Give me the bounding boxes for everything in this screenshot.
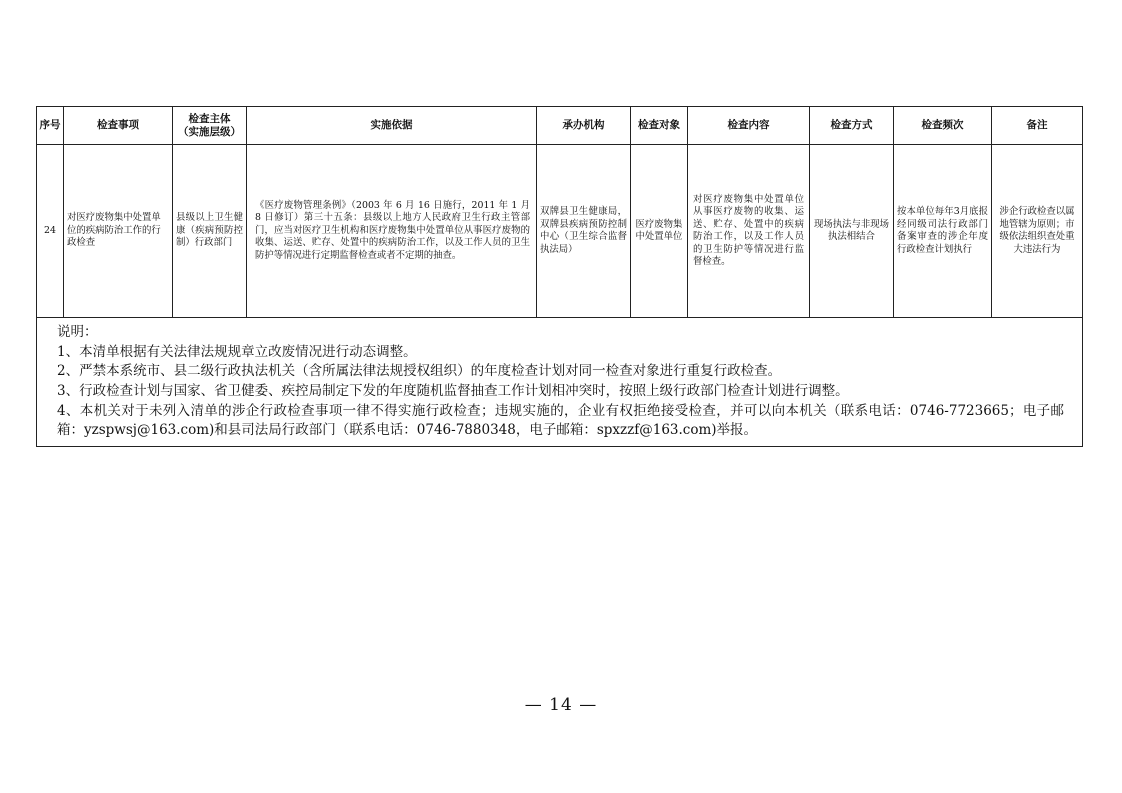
row-remark xyxy=(992,145,1083,318)
row-subject xyxy=(173,145,247,318)
row-remark-text: 涉企行政检查以属地管辖为原则；市级依法组织查处重大违法行为 xyxy=(999,206,1075,255)
row-basis-text: 《医疗废物管理条例》（2003 年 6 月 16 日施行，2011 年 1 月 8 日修订）第三十五条：县级以上地方人民政府卫生行政主管部门，应当对医疗卫生机构和医疗废物集中处置单位从事医疗废物的收集、运送、贮存、处置中的疾病防治工作，以及工作人员的卫生防护等情况进行定期监督检查或者不定期的抽查。 xyxy=(255,199,530,261)
row-agency-text: 双牌县卫生健康局，双牌县疾病预防控制中心（卫生综合监督执法局） xyxy=(540,206,627,255)
header-frequency: 检查频次 xyxy=(894,107,992,145)
header-basis: 实施依据 xyxy=(247,107,537,145)
notes-title: 说明： xyxy=(57,324,98,341)
header-remark: 备注 xyxy=(992,107,1083,145)
header-subject: 检查主体 （实施层级） xyxy=(173,107,247,145)
row-item xyxy=(64,145,173,318)
table-row xyxy=(37,145,1083,318)
row-subject-text: 县级以上卫生健康（疾病预防控制）行政部门 xyxy=(176,212,243,249)
row-item-text: 对医疗废物集中处置单位的疾病防治工作的行政检查 xyxy=(67,212,161,249)
note-item-4: 4、本机关对于未列入清单的涉企行政检查事项一律不得实施行政检查；违规实施的，企业有权拒绝接受检查，并可以向本机关（联系电话：0746-7723665；电子邮箱：yzspwsj@163.com)和县司法局行政部门（联系电话：0746-7880348，电子邮箱：spxzzf@163.com)举报。 xyxy=(57,402,1064,439)
row-method xyxy=(810,145,894,318)
header-content: 检查内容 xyxy=(688,107,810,145)
header-index: 序号 xyxy=(37,107,64,145)
notes-cell xyxy=(37,318,1083,447)
page-number: — 14 — xyxy=(524,695,598,715)
row-index: 24 xyxy=(37,145,64,318)
row-method-text: 现场执法与非现场执法相结合 xyxy=(813,218,889,242)
note-item-3: 3、行政检查计划与国家、省卫健委、疾控局制定下发的年度随机监督抽查工作计划相冲突时，按照上级行政部门检查计划进行调整。 xyxy=(57,383,849,399)
row-agency xyxy=(537,145,631,318)
notes-row xyxy=(37,318,1083,447)
header-row xyxy=(37,107,1083,145)
inspection-table xyxy=(36,106,1083,447)
row-target-text: 医疗废物集中处置单位 xyxy=(635,218,683,242)
row-frequency-text: 按本单位每年3月底报经同级司法行政部门备案审查的涉企年度行政检查计划执行 xyxy=(897,206,988,255)
note-item-2: 2、严禁本系统市、县二级行政执法机关（含所属法律法规授权组织）的年度检查计划对同一检查对象进行重复行政检查。 xyxy=(57,363,782,380)
header-agency: 承办机构 xyxy=(537,107,631,145)
row-content-text: 对医疗废物集中处置单位从事医疗废物的收集、运送、贮存、处置中的疾病防治工作，以及工作人员的卫生防护等情况进行监督检查。 xyxy=(693,193,804,267)
row-target xyxy=(631,145,688,318)
header-target: 检查对象 xyxy=(631,107,688,145)
row-basis xyxy=(247,145,537,318)
note-item-1: 1、本清单根据有关法律法规规章立改废情况进行动态调整。 xyxy=(57,343,417,360)
header-item: 检查事项 xyxy=(64,107,173,145)
row-frequency xyxy=(894,145,992,318)
row-content xyxy=(688,145,810,318)
header-method: 检查方式 xyxy=(810,107,894,145)
